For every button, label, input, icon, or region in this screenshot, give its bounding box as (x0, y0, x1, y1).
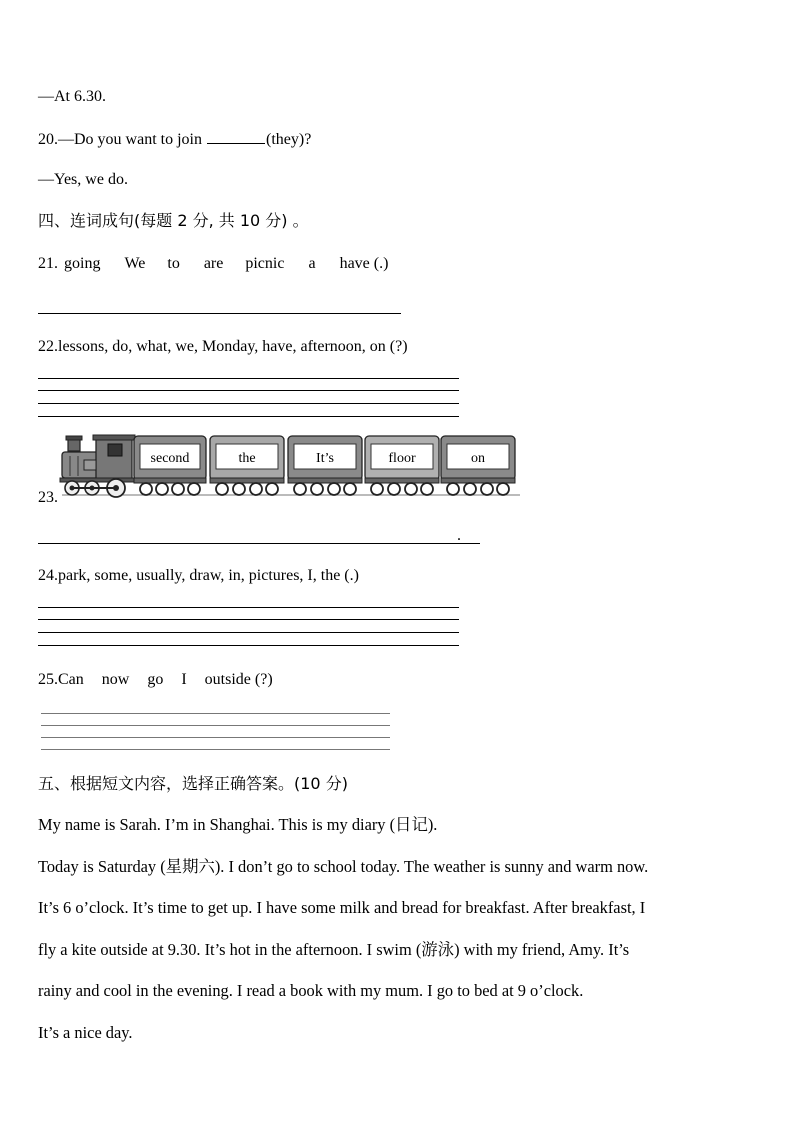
q23-end-mark: . (457, 527, 461, 544)
passage-line: Today is Saturday (星期六). I don’t go to school today. The weather is sunny and warm now. (38, 857, 649, 876)
q22-question: 22.lessons, do, what, we, Monday, have, afternoon, on (?) (38, 338, 408, 355)
train-car (210, 436, 284, 495)
q24-answer-line[interactable] (38, 645, 459, 646)
q24-answer-line[interactable] (38, 619, 459, 620)
q20-suffix: (they)? (266, 131, 312, 148)
passage-line: It’s a nice day. (38, 1023, 133, 1042)
q23-number: 23. (38, 489, 58, 506)
q25-number: 25. (38, 671, 58, 688)
q24-answer-line[interactable] (38, 632, 459, 633)
q21-word: to (167, 255, 180, 272)
q20-question (38, 129, 311, 150)
q22-answer-line[interactable] (38, 390, 459, 391)
q20-answer-blank[interactable] (207, 129, 265, 144)
q21-number: 21. (38, 255, 58, 272)
q22-answer-line[interactable] (38, 403, 459, 404)
section-4-heading: 四、连词成句(每题 2 分, 共 10 分) 。 (38, 211, 309, 230)
passage-line: fly a kite outside at 9.30. It’s hot in the afternoon. I swim (游泳) with my friend, Amy. It’s (38, 940, 630, 959)
passage-line: rainy and cool in the evening. I read a book with my mum. I go to bed at 9 o’clock. (38, 981, 584, 1000)
train-car (134, 436, 206, 495)
q21-word: a (308, 255, 316, 272)
train-car-word: on (471, 451, 485, 466)
q20-answer: —Yes, we do. (38, 171, 128, 188)
train-car-word: It’s (316, 451, 334, 466)
q25-answer-line[interactable] (41, 737, 390, 738)
q25-answer-line[interactable] (41, 713, 390, 714)
q21-word: We (124, 255, 146, 272)
q25-answer-line[interactable] (41, 749, 390, 750)
train-car-word: the (238, 451, 256, 466)
q21-word: going (64, 255, 101, 272)
train-car-word: floor (388, 451, 416, 466)
q20-prefix: 20.—Do you want to join (38, 131, 206, 148)
q23-answer-line[interactable] (38, 543, 480, 544)
train-car (365, 436, 439, 495)
q21-word: picnic (245, 255, 285, 272)
section-5-heading: 五、根据短文内容，选择正确答案。(10 分) (38, 774, 348, 793)
train-car (441, 436, 515, 495)
q22-answer-line[interactable] (38, 416, 459, 417)
q25-word: outside (?) (204, 671, 273, 688)
locomotive-icon (60, 435, 135, 497)
q25-question (38, 670, 273, 690)
train-car-word: second (150, 451, 190, 466)
q21-word: have (.) (339, 255, 389, 272)
q19-answer: —At 6.30. (38, 88, 106, 105)
train-car (288, 436, 362, 495)
q25-word: now (101, 671, 130, 688)
q25-word: I (181, 671, 187, 688)
q21-question (38, 254, 388, 274)
q24-question: 24.park, some, usually, draw, in, pictures, I, the (.) (38, 567, 359, 584)
q24-answer-line[interactable] (38, 607, 459, 608)
train-illustration (58, 432, 522, 500)
q21-answer-line[interactable] (38, 313, 401, 314)
passage-line: It’s 6 o’clock. It’s time to get up. I have some milk and bread for breakfast. After breakfast, I (38, 898, 646, 917)
passage-line: My name is Sarah. I’m in Shanghai. This is my diary (日记). (38, 815, 438, 834)
q22-answer-line[interactable] (38, 378, 459, 379)
q25-answer-line[interactable] (41, 725, 390, 726)
q21-word: are (203, 255, 224, 272)
q25-word: Can (58, 671, 84, 688)
q25-word: go (147, 671, 164, 688)
